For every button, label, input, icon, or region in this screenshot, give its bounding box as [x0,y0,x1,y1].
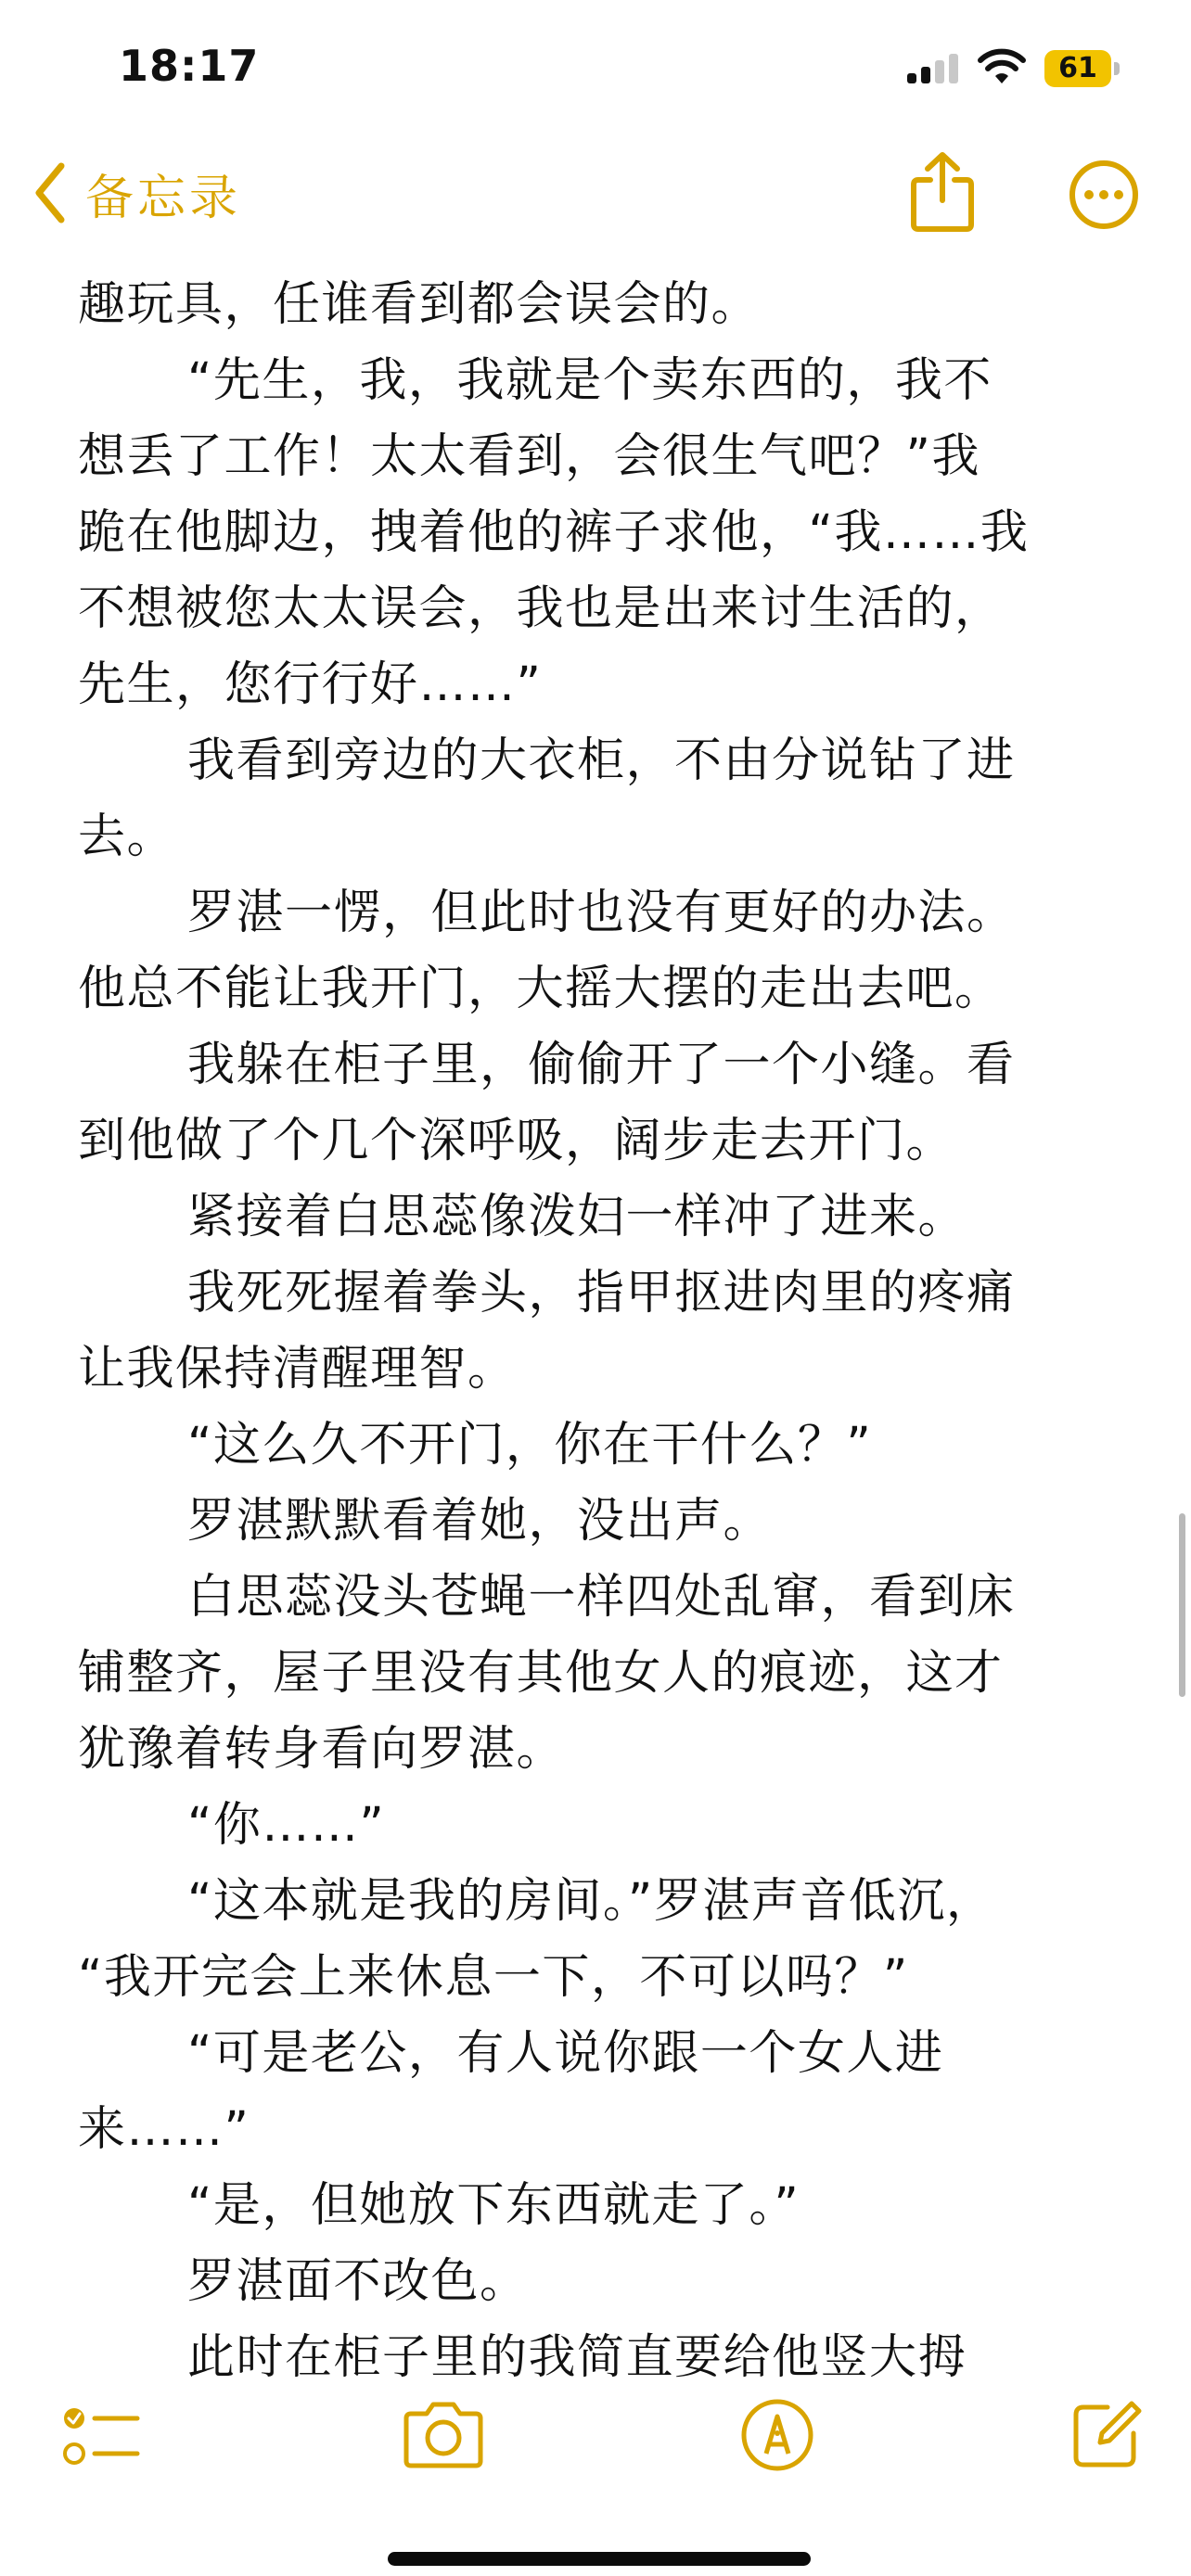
note-line: 白思蕊没头苍蝇一样四处乱窜，看到床 [187,1570,1016,1625]
cellular-signal-icon [907,54,959,83]
note-line: 来……” [78,2102,250,2157]
checklist-icon[interactable] [59,2400,143,2474]
status-time: 18:17 [119,41,260,91]
bottom-toolbar [0,2383,1191,2485]
note-line: “是，但她放下东西就走了。” [187,2178,800,2233]
note-line: 趣玩具，任谁看到都会误会的。 [78,277,761,332]
battery-level: 61 [1058,52,1097,84]
note-line: 想丢了工作！太太看到，会很生气吧？”我 [78,429,980,484]
home-indicator[interactable] [388,2552,811,2566]
camera-icon[interactable] [397,2398,490,2472]
note-line: 犹豫着转身看向罗湛。 [78,1722,566,1777]
markup-pen-icon[interactable] [738,2396,816,2474]
note-line: 罗湛面不改色。 [187,2254,529,2309]
note-line: “这么久不开门，你在干什么？” [187,1418,873,1473]
navigation-bar [0,139,1191,250]
chevron-left-icon [32,160,69,225]
note-line: 跪在他脚边，拽着他的裤子求他，“我……我 [78,505,1030,560]
note-line: 我死死握着拳头，指甲抠进肉里的疼痛 [187,1266,1016,1320]
back-label: 备忘录 [85,170,242,226]
note-line: “可是老公，有人说你跟一个女人进 [187,2026,944,2081]
status-bar [0,0,1191,130]
wifi-icon [978,48,1026,85]
note-line: 罗湛一愣，但此时也没有更好的办法。 [187,886,1016,940]
note-line: “这本就是我的房间。”罗湛声音低沉， [187,1874,995,1929]
note-line: 紧接着白思蕊像泼妇一样冲了进来。 [187,1190,967,1244]
note-line: 到他做了个几个深呼吸，阔步走去开门。 [78,1114,955,1168]
scroll-indicator[interactable] [1179,1513,1185,1697]
note-line: 先生，您行行好……” [78,657,543,712]
note-line: “先生，我，我就是个卖东西的，我不 [187,353,992,408]
note-line: 铺整齐，屋子里没有其他女人的痕迹，这才 [78,1646,1004,1701]
note-line: 我看到旁边的大衣柜，不由分说钻了进 [187,733,1016,788]
note-line: 他总不能让我开门，大摇大摆的走出去吧。 [78,962,1004,1016]
note-body[interactable] [78,267,1126,2396]
share-icon[interactable] [905,150,980,234]
note-line: 此时在柜子里的我简直要给他竖大拇 [187,2330,967,2385]
note-line: 让我保持清醒理智。 [78,1342,517,1396]
note-line: 不想被您太太误会，我也是出来讨生活的， [78,581,1004,636]
back-button[interactable] [32,156,241,230]
note-line: “你……” [187,1798,386,1853]
compose-icon[interactable] [1067,2394,1146,2474]
note-line: 我躲在柜子里，偷偷开了一个小缝。看 [187,1038,1016,1092]
note-line: 罗湛默默看着她，没出声。 [187,1494,773,1549]
note-line: “我开完会上来休息一下，不可以吗？” [78,1950,909,2005]
note-line: 去。 [78,810,176,864]
battery-icon [1044,50,1122,87]
more-options-icon[interactable] [1067,158,1141,232]
